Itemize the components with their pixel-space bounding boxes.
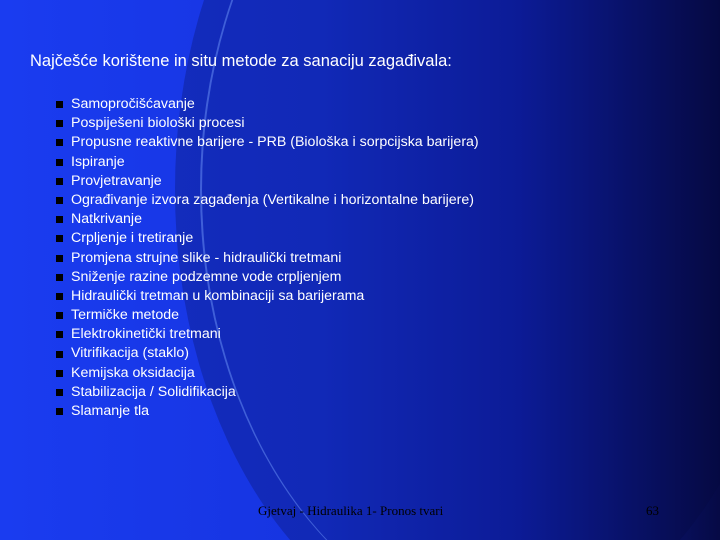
bullet-item [54,172,479,191]
square-bullet-icon [56,331,63,338]
square-bullet-icon [56,120,63,127]
bullet-text: Sniženje razine podzemne vode crpljenjem [71,268,342,285]
bullet-text: Elektrokinetički tretmani [71,326,221,343]
square-bullet-icon [56,255,63,262]
bullet-text: Vitrifikacija (staklo) [71,345,189,362]
square-bullet-icon [56,197,63,204]
square-bullet-icon [56,235,63,242]
bullet-text: Hidraulički tretman u kombinaciji sa barijerama [71,287,365,304]
bullet-text: Slamanje tla [71,403,150,419]
square-bullet-icon [56,101,63,108]
square-bullet-icon [56,159,63,166]
square-bullet-icon [56,370,63,377]
bullet-text: Promjena strujne slike - hidraulički tretmani [71,249,342,266]
bullet-item [54,364,479,383]
bullet-text: Samopročišćavanje [71,96,195,112]
square-bullet-icon [56,351,63,358]
slide-footer: Gjetvaj - Hidraulika 1- Pronos tvari [258,503,444,518]
bullet-text: Pospiješeni biološki procesi [71,115,245,132]
square-bullet-icon [56,139,63,146]
square-bullet-icon [56,274,63,281]
bullet-list [54,95,479,421]
bullet-text: Natkrivanje [71,211,142,228]
square-bullet-icon [56,216,63,223]
page-number: 63 [646,503,659,518]
square-bullet-icon [56,408,63,415]
bullet-item [54,344,479,363]
bullet-item [54,402,479,421]
bullet-item [54,325,479,344]
bullet-item [54,306,479,325]
bullet-item [54,383,479,402]
square-bullet-icon [56,293,63,300]
bullet-item [54,191,479,210]
bullet-text: Propusne reaktivne barijere - PRB (Biološka i sorpcijska barijera) [71,134,479,151]
bullet-item [54,95,479,114]
bullet-text: Provjetravanje [71,172,162,189]
bullet-text: Crpljenje i tretiranje [71,230,194,247]
bullet-text: Ispiranje [71,153,125,170]
bullet-text: Stabilizacija / Solidifikacija [71,383,236,400]
bullet-item [54,229,479,248]
square-bullet-icon [56,389,63,396]
bullet-item [54,210,479,229]
bullet-text: Termičke metode [71,307,180,324]
bullet-item [54,268,479,287]
bullet-text: Ograđivanje izvora zagađenja (Vertikalne i horizontalne barijere) [71,191,474,208]
bullet-item [54,133,479,152]
square-bullet-icon [56,178,63,185]
square-bullet-icon [56,312,63,319]
bullet-item [54,287,479,306]
bullet-item [54,153,479,172]
bullet-text: Kemijska oksidacija [71,364,195,381]
bullet-item [54,249,479,268]
bullet-item [54,114,479,133]
slide-title: Najčešće korištene in situ metode za sanaciju zagađivala: [30,52,452,70]
